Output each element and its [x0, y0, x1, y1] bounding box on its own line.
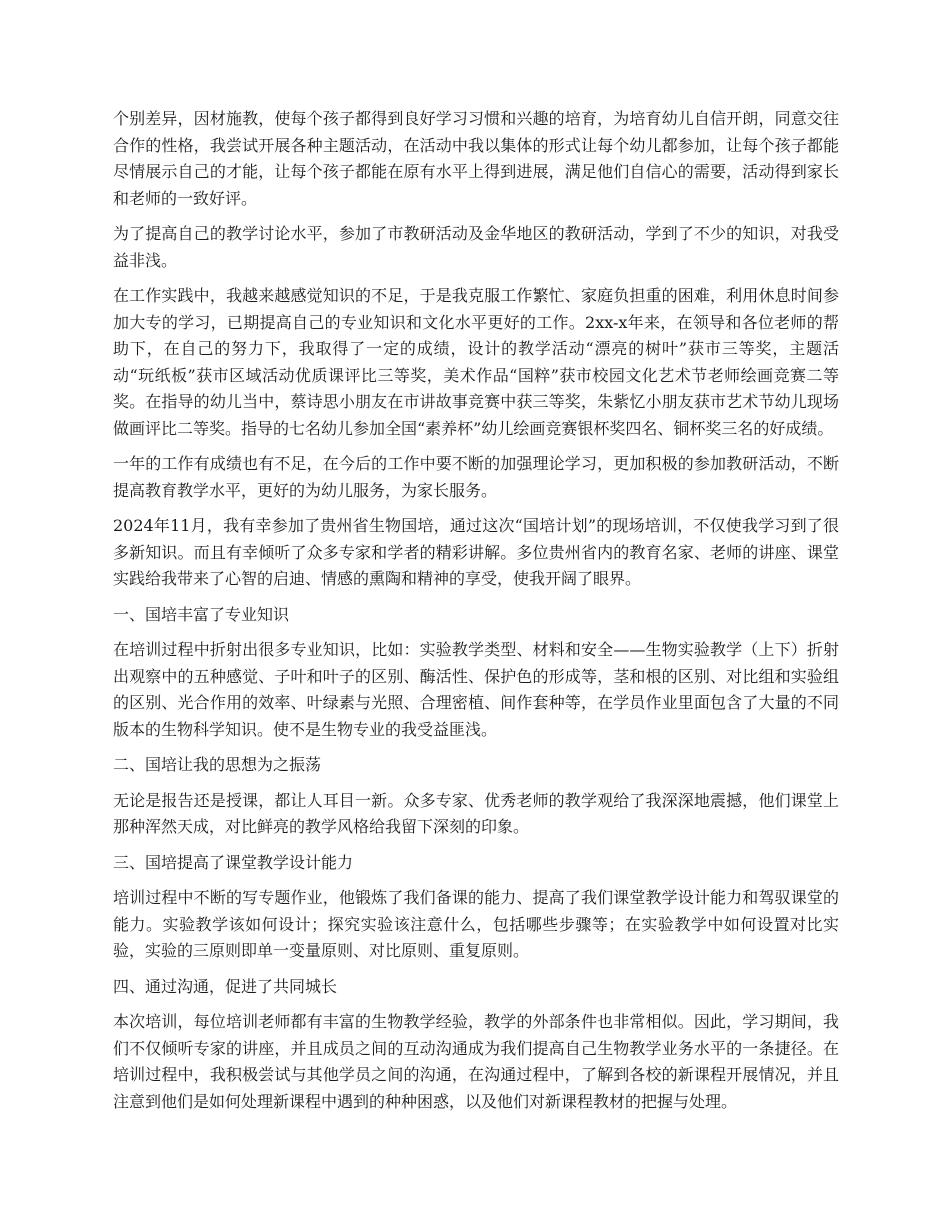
section-heading-4: 四、通过沟通，促进了共同城长: [113, 976, 338, 996]
paragraph-work-practice: 在工作实践中，我越来越感觉知识的不足，于是我克服工作繁忙、家庭负担重的困难，利用休息时间参加大专的学习，已期提高自己的专业知识和文化水平更好的工作。2xx-x年来，在领导和各位老师的帮助下，在自己的努力下，我取得了一定的成绩，设计的教学活动“漂亮的树叶”获市三等奖，主题活动“玩纸板”获市区域活动优质课评比三等奖，美术作品“国粹”获市校园文化艺术节老师绘画竞赛二等奖。在指导的幼儿当中，蔡诗思小朋友在市讲故事竞赛中获三等奖，朱紫忆小朋友获市艺术节幼儿现场做画评比二等奖。指导的七名幼儿参加全国“素养杯”幼儿绘画竞赛银杯奖四名、铜杯奖三名的好成绩。: [113, 286, 839, 438]
document-page: [113, 106, 839, 1124]
section-heading-1: 一、国培丰富了专业知识: [113, 604, 290, 624]
section-heading-3: 三、国培提高了课堂教学设计能力: [113, 852, 354, 872]
paragraph-individual-differences: 个别差异，因材施教，使每个孩子都得到良好学习习惯和兴趣的培育，为培育幼儿自信开朗，同意交往合作的性格，我尝试开展各种主题活动，在活动中我以集体的形式让每个幼儿都参加，让每个孩子都能尽情展示自己的才能，让每个孩子都能在原有水平上得到进展，满足他们自信心的需要，活动得到家长和老师的一致好评。: [113, 109, 839, 208]
section-heading-2: 二、国培让我的思想为之振荡: [113, 755, 322, 774]
paragraph-year-summary: 一年的工作有成绩也有不足，在今后的工作中要不断的加强理论学习，更加积极的参加教研活动，不断提高教育教学水平，更好的为幼儿服务，为家长服务。: [113, 454, 839, 500]
paragraph-teaching-research: 为了提高自己的教学讨论水平，参加了市教研活动及金华地区的教研活动，学到了不少的知识，对我受益非浅。: [113, 224, 839, 270]
paragraph-lesson-design: 培训过程中不断的写专题作业，他锻炼了我们备课的能力、提高了我们课堂教学设计能力和驾驭课堂的能力。实验教学该如何设计；探究实验该注意什么，包括哪些步骤等；在实验教学中如何设置对比实验，实验的三原则即单一变量原则、对比原则、重复原则。: [113, 888, 839, 960]
paragraph-thinking-shift: 无论是报告还是授课，都让人耳目一新。众多专家、优秀老师的教学观给了我深深地震撼，他们课堂上那种浑然天成，对比鲜亮的教学风格给我留下深刻的印象。: [113, 790, 839, 836]
paragraph-professional-knowledge: 在培训过程中折射出很多专业知识，比如：实验教学类型、材料和安全——生物实验教学（上下）折射出观察中的五种感觉、子叶和叶子的区别、酶活性、保护色的形成等，茎和根的区别、对比组和实验组的区别、光合作用的效率、叶绿素与光照、合理密植、间作套种等，在学员作业里面包含了大量的不同版本的生物科学知识。使不是生物专业的我受益匪浅。: [113, 640, 839, 739]
paragraph-national-training-intro: 2024年11月，我有幸参加了贵州省生物国培，通过这次“国培计划”的现场培训，不仅使我学习到了很多新知识。而且有幸倾听了众多专家和学者的精彩讲解。多位贵州省内的教育名家、老师的讲座、课堂实践给我带来了心智的启迪、情感的熏陶和精神的享受，使我开阔了眼界。: [113, 516, 839, 588]
paragraph-communication: 本次培训，每位培训老师都有丰富的生物教学经验，教学的外部条件也非常相似。因此，学习期间，我们不仅倾听专家的讲座，并且成员之间的互动沟通成为我们提高自己生物教学业务水平的一条捷径。在培训过程中，我积极尝试与其他学员之间的沟通，在沟通过程中，了解到各校的新课程开展情况，并且注意到他们是如何处理新课程中遇到的种种困惑，以及他们对新课程教材的把握与处理。: [113, 1012, 839, 1111]
